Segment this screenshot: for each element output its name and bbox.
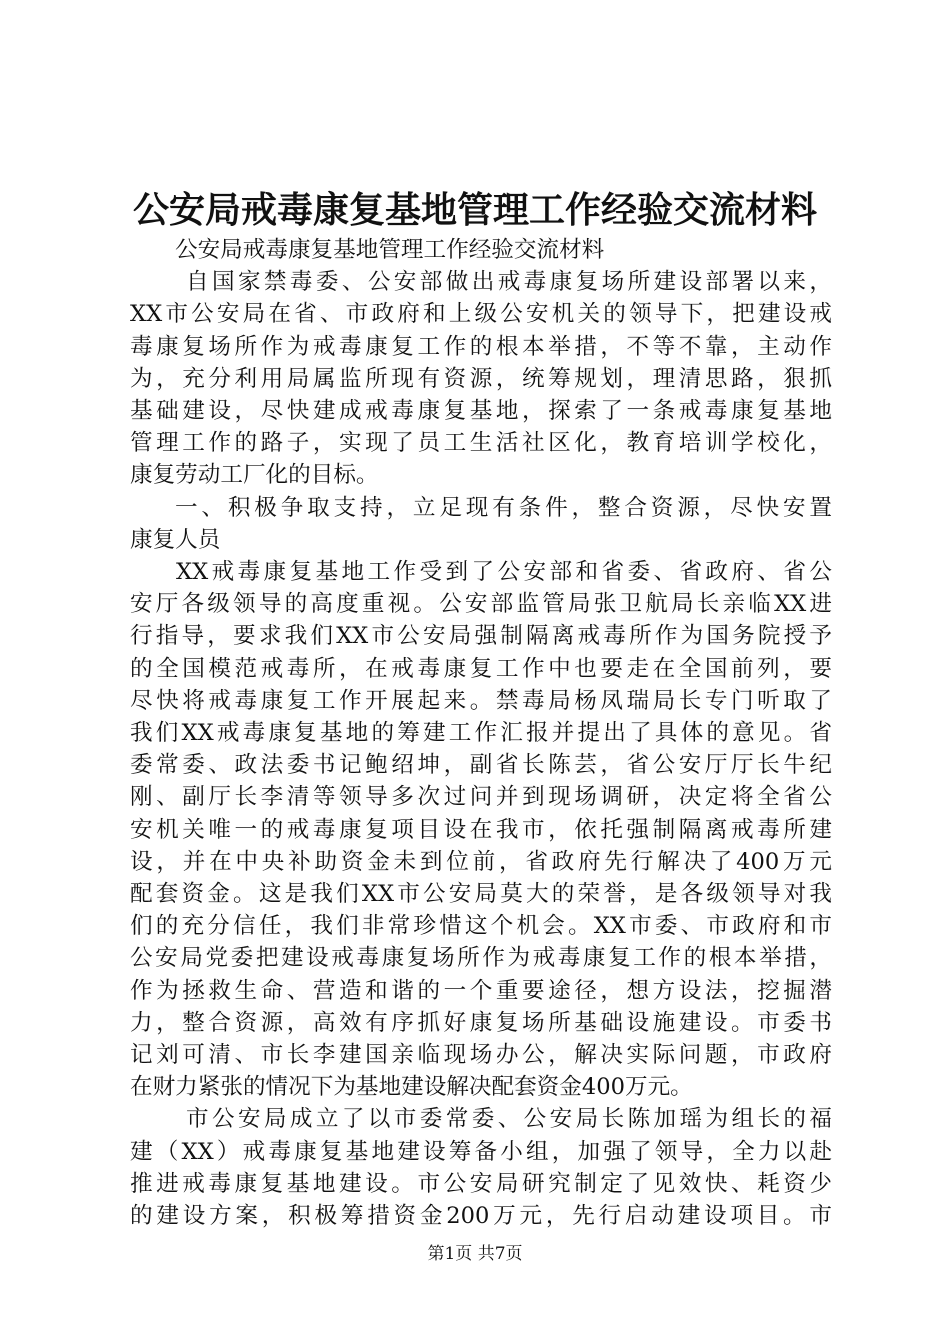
- text-line: 毒康复场所作为戒毒康复工作的根本举措，不等不靠，主动作: [130, 333, 832, 360]
- text-line: XX市公安局在省、市政府和上级公安机关的领导下，把建设戒: [130, 301, 832, 328]
- text-line: 委常委、政法委书记鲍绍坤，副省长陈芸，省公安厅厅长牛纪: [130, 752, 832, 779]
- text-line: 刚、副厅长李清等领导多次过问并到现场调研，决定将全省公: [130, 784, 832, 811]
- text-line: 记刘可清、市长李建国亲临现场办公，解决实际问题，市政府: [130, 1042, 832, 1069]
- paragraph-preparation: [130, 1103, 832, 1232]
- document-subtitle: 公安局戒毒康复基地管理工作经验交流材料: [175, 237, 605, 263]
- text-line: 尽快将戒毒康复工作开展起来。禁毒局杨凤瑞局长专门听取了: [130, 687, 832, 714]
- text-line: 作为拯救生命、营造和谐的一个重要途径，想方设法，挖掘潜: [130, 977, 832, 1004]
- text-line: 公安局党委把建设戒毒康复场所作为戒毒康复工作的根本举措，: [130, 945, 832, 972]
- text-line: 康复人员: [130, 526, 221, 553]
- text-line: 管理工作的路子，实现了员工生活社区化，教育培训学校化，: [130, 430, 832, 457]
- text-line: 康复劳动工厂化的目标。: [130, 462, 379, 489]
- text-line: 为，充分利用局属监所现有资源，统筹规划，理清思路，狠抓: [130, 365, 832, 392]
- text-line: 我们XX戒毒康复基地的筹建工作汇报并提出了具体的意见。省: [130, 720, 832, 747]
- text-line: 的建设方案，积极筹措资金200万元，先行启动建设项目。市: [130, 1203, 832, 1230]
- text-line: 基础建设，尽快建成戒毒康复基地，探索了一条戒毒康复基地: [130, 398, 832, 425]
- section-heading-1: [130, 492, 832, 556]
- text-line: 们的充分信任，我们非常珍惜这个机会。XX市委、市政府和市: [130, 913, 832, 940]
- text-line: 力，整合资源，高效有序抓好康复场所基础设施建设。市委书: [130, 1009, 832, 1036]
- document-title: 公安局戒毒康复基地管理工作经验交流材料: [132, 189, 817, 231]
- text-line: 配套资金。这是我们XX市公安局莫大的荣誉，是各级领导对我: [130, 881, 832, 908]
- text-line: 一、积极争取支持，立足现有条件，整合资源，尽快安置: [175, 494, 832, 521]
- text-line: 行指导，要求我们XX市公安局强制隔离戒毒所作为国务院授予: [130, 623, 832, 650]
- text-line: 安机关唯一的戒毒康复项目设在我市，依托强制隔离戒毒所建: [130, 816, 832, 843]
- paragraph-intro: [130, 266, 832, 491]
- text-line: 设，并在中央补助资金未到位前，省政府先行解决了400万元: [130, 848, 832, 875]
- text-line: 自国家禁毒委、公安部做出戒毒康复场所建设部署以来，: [186, 269, 832, 296]
- text-line: XX戒毒康复基地工作受到了公安部和省委、省政府、省公: [176, 559, 832, 586]
- text-line: 的全国模范戒毒所，在戒毒康复工作中也要走在全国前列，要: [130, 655, 832, 682]
- text-line: 推进戒毒康复基地建设。市公安局研究制定了见效快、耗资少: [130, 1170, 832, 1197]
- document-body: [130, 234, 832, 1232]
- text-line: 在财力紧张的情况下为基地建设解决配套资金400万元。: [130, 1074, 693, 1101]
- page-number: 第1页 共7页: [427, 1244, 523, 1264]
- text-line: 安厅各级领导的高度重视。公安部监管局张卫航局长亲临XX进: [130, 591, 832, 618]
- text-line: 市公安局成立了以市委常委、公安局长陈加瑶为组长的福: [186, 1106, 832, 1133]
- paragraph-support: [130, 556, 832, 1103]
- text-line: 建（XX）戒毒康复基地建设筹备小组，加强了领导，全力以赴: [130, 1138, 832, 1165]
